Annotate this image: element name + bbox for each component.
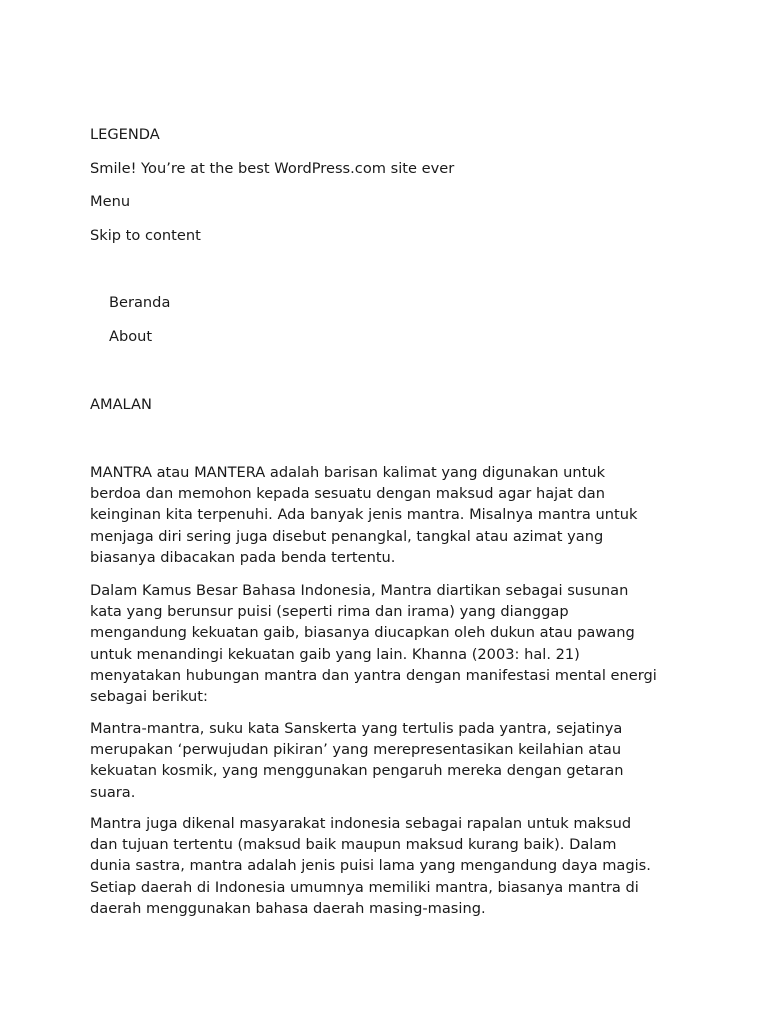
nav-item-beranda[interactable]: Beranda <box>109 294 171 311</box>
paragraph-line: keinginan kita terpenuhi. Ada banyak jenis mantra. Misalnya mantra untuk <box>90 506 638 524</box>
paragraph-line: Dalam Kamus Besar Bahasa Indonesia, Mantra diartikan sebagai susunan <box>90 582 629 599</box>
paragraph-line: untuk menandingi kekuatan gaib yang lain. Khanna (2003: hal. 21) <box>90 645 580 663</box>
paragraph-line: menyatakan hubungan mantra dan yantra dengan manifestasi mental energi <box>90 666 657 684</box>
paragraph-line: berdoa dan memohon kepada sesuatu dengan maksud agar hajat dan <box>90 485 605 503</box>
paragraph-line: biasanya dibacakan pada benda tertentu. <box>90 548 396 566</box>
paragraph-line: dan tujuan tertentu (maksud baik maupun maksud kurang baik). Dalam <box>90 836 617 854</box>
paragraph-line: MANTRA atau MANTERA adalah barisan kalimat yang digunakan untuk <box>90 464 606 481</box>
skip-to-content-link[interactable]: Skip to content <box>90 227 201 244</box>
paragraph-line: Mantra juga dikenal masyarakat indonesia sebagai rapalan untuk maksud <box>90 815 632 832</box>
paragraph-line: kata yang berunsur puisi (seperti rima dan irama) yang dianggap <box>90 603 569 621</box>
post-paragraph <box>90 813 680 919</box>
paragraph-line: daerah menggunakan bahasa daerah masing-masing. <box>90 899 486 917</box>
post-title[interactable]: AMALAN <box>90 396 152 413</box>
paragraph-line: Setiap daerah di Indonesia umumnya memiliki mantra, biasanya mantra di <box>90 878 639 896</box>
paragraph-line: menjaga diri sering juga disebut penangkal, tangkal atau azimat yang <box>90 527 604 545</box>
menu-toggle-button[interactable]: Menu <box>90 193 131 210</box>
paragraph-line: suara. <box>90 783 136 801</box>
paragraph-line: Mantra-mantra, suku kata Sanskerta yang tertulis pada yantra, sejatinya <box>90 720 623 737</box>
paragraph-line: dunia sastra, mantra adalah jenis puisi lama yang mengandung daya magis. <box>90 857 651 875</box>
paragraph-line: sebagai berikut: <box>90 688 208 706</box>
post-paragraph <box>90 462 680 568</box>
post-paragraph <box>90 580 680 707</box>
post-paragraph <box>90 718 680 803</box>
paragraph-line: merupakan ‘perwujudan pikiran’ yang merepresentasikan keilahian atau <box>90 741 622 759</box>
site-tagline: Smile! You’re at the best WordPress.com site ever <box>90 160 455 177</box>
site-title[interactable] <box>90 125 160 145</box>
nav-item-about[interactable]: About <box>109 328 153 345</box>
site-title-link[interactable]: LEGENDA <box>90 126 160 143</box>
paragraph-line: kekuatan kosmik, yang menggunakan pengaruh mereka dengan getaran <box>90 762 624 780</box>
paragraph-line: mengandung kekuatan gaib, biasanya diucapkan oleh dukun atau pawang <box>90 624 635 642</box>
